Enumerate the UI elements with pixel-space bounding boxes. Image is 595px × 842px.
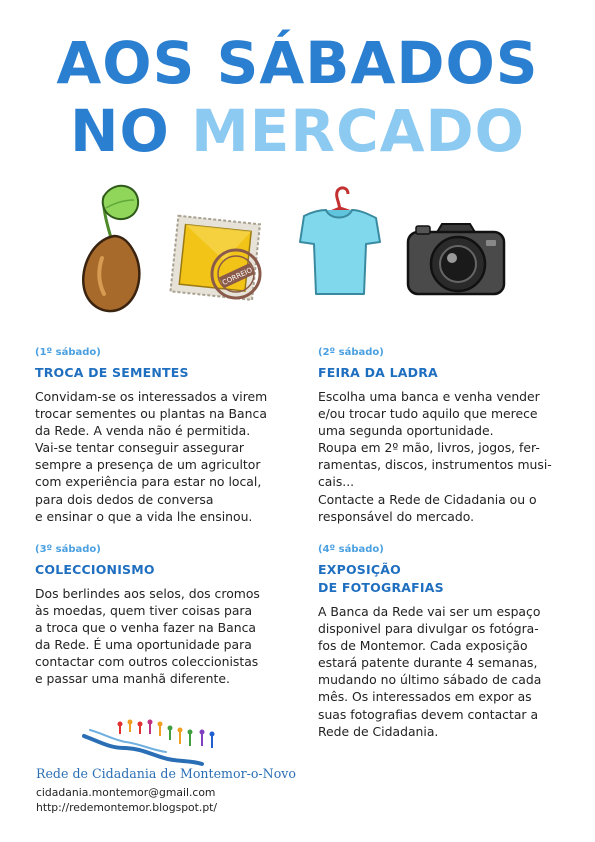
stamp-text: CORREIO — [221, 266, 254, 287]
section-heading: COLECCIONISMO — [35, 562, 155, 577]
seed-icon — [74, 178, 154, 318]
section-body: Escolha uma banca e venha vender e/ou trocar tudo aquilo que merece uma segunda oportunidade. Roupa em 2º mão, livros, jogos, fer- ramentas, discos, instrumentos musi- cais... Contacte a Rede de Cidadania ou o responsável do mercado. — [318, 389, 552, 524]
blog-link[interactable]: http://redemontemor.blogspot.pt/ — [36, 801, 218, 814]
section-week-label: (4º sábado) — [318, 544, 384, 555]
page-title-line2 — [0, 97, 595, 165]
contact-email[interactable]: cidadania.montemor@gmail.com — [36, 786, 216, 799]
section-week-label: (3º sábado) — [35, 544, 101, 555]
section-body: Convidam-se os interessados a virem trocar sementes ou plantas na Banca da Rede. A venda não é permitida. Vai-se tentar conseguir assegurar sempre a presença de um agricultor com experiência para estar no local, para dois dedos de conversa e ensinar o que a vida lhe ensinou. — [35, 389, 268, 524]
section-week-label: (1º sábado) — [35, 347, 101, 358]
organization-name: Rede de Cidadania de Montemor-o-Novo — [36, 766, 296, 781]
section-exposicao-fotografias — [318, 544, 563, 740]
section-heading: EXPOSIÇÃO DE FOTOGRAFIAS — [318, 562, 444, 595]
section-troca-sementes — [35, 347, 280, 525]
tshirt-icon — [294, 182, 384, 300]
section-body: Dos berlindes aos selos, dos cromos às moedas, quem tiver coisas para a troca que o venha fazer na Banca da Rede. É uma oportunidade para contactar com outros coleccionistas e passar uma manhã diferente. — [35, 586, 260, 687]
title-word-mercado: MERCADO — [191, 97, 525, 165]
section-week-label: (2º sábado) — [318, 347, 384, 358]
stamp-icon — [164, 210, 270, 310]
section-heading: FEIRA DA LADRA — [318, 365, 438, 380]
section-coleccionismo — [35, 544, 280, 688]
page-title-line1: AOS SÁBADOS — [56, 29, 539, 97]
camera-icon — [404, 210, 508, 302]
section-heading: TROCA DE SEMENTES — [35, 365, 189, 380]
title-word-no: NO — [70, 97, 170, 165]
section-body: A Banca da Rede vai ser um espaço disponivel para divulgar os fotógra- fos de Montemor. Cada exposição estará patente durante 4 semanas, mudando no último sábado de cada mês. Os interessados em expor as suas fotografias devem contactar a Rede de Cidadania. — [318, 604, 542, 739]
rede-cidadania-logo — [80, 714, 230, 768]
section-feira-ladra — [318, 347, 563, 525]
